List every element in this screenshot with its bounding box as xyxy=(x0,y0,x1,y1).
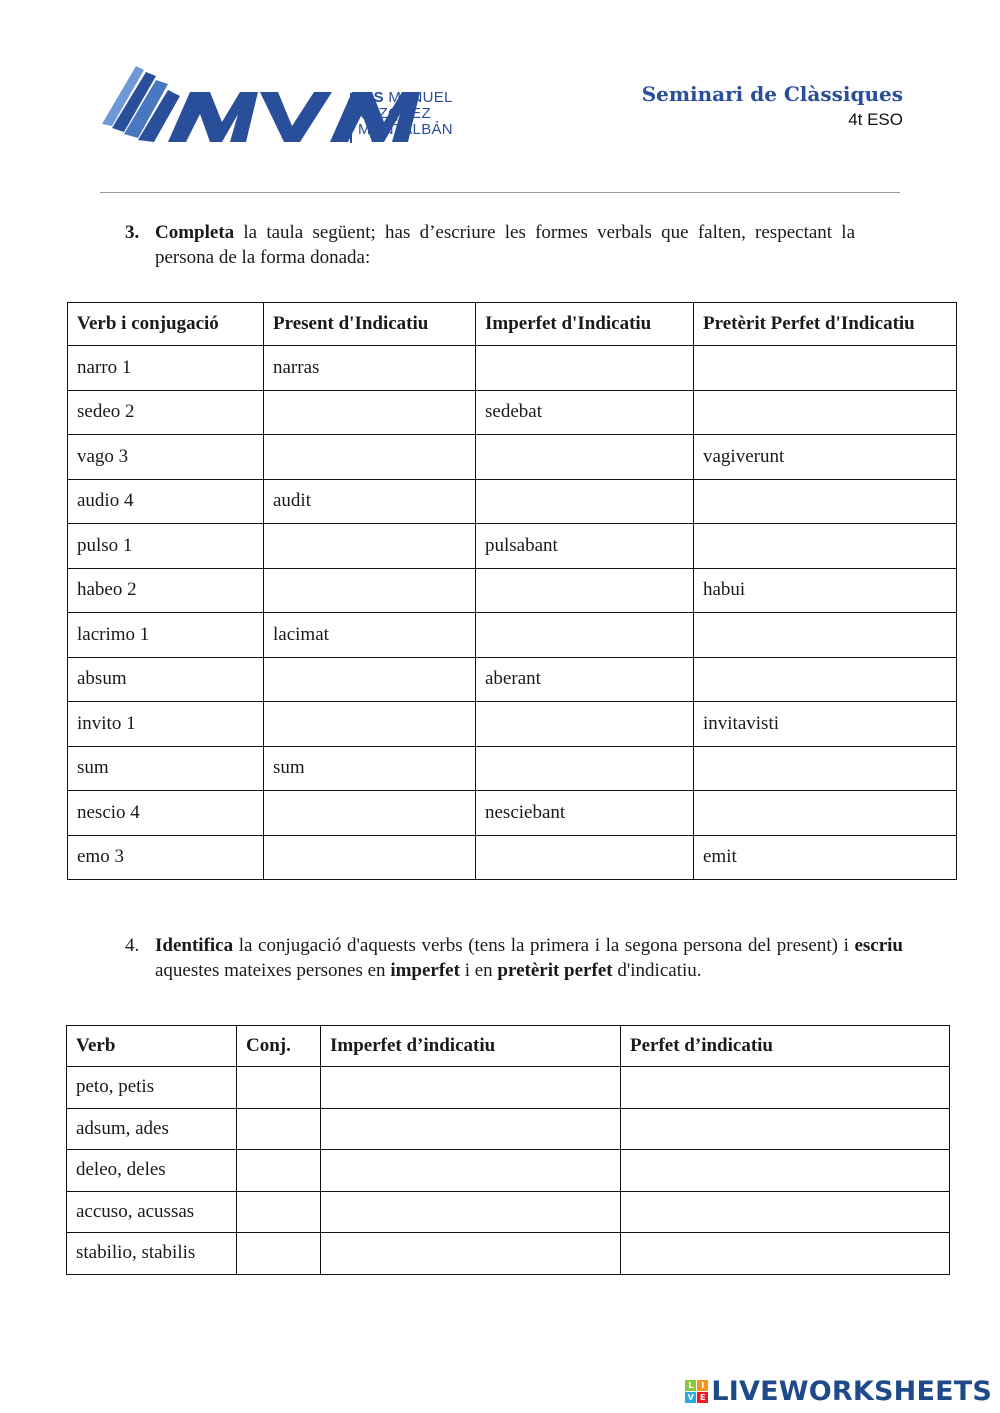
imperfect-indicative-given: nesciebant xyxy=(476,791,694,836)
imperfect-indicative-blank[interactable] xyxy=(476,835,694,880)
present-indicative-blank[interactable] xyxy=(264,791,476,836)
perfect-indicative-blank[interactable] xyxy=(694,613,957,658)
imperfect-indicative-given: pulsabant xyxy=(476,524,694,569)
seminar-title: Seminari de Clàssiques xyxy=(641,82,903,106)
verb-cell: narro 1 xyxy=(68,346,264,391)
table-row xyxy=(68,568,957,613)
perfect-indicative-blank[interactable] xyxy=(694,657,957,702)
instruction-keyword: escriu xyxy=(854,935,903,956)
column-header: Verb xyxy=(67,1026,237,1067)
perfect-indicative-blank[interactable] xyxy=(694,479,957,524)
perfect-indicative-blank[interactable] xyxy=(694,346,957,391)
table-row xyxy=(68,791,957,836)
table-row xyxy=(68,746,957,791)
present-indicative-blank[interactable] xyxy=(264,568,476,613)
course-level: 4t ESO xyxy=(848,110,903,129)
perfect-indicative-blank[interactable] xyxy=(621,1191,950,1233)
imperfect-indicative-blank[interactable] xyxy=(476,346,694,391)
school-line-3: MONTALBÁN xyxy=(358,121,453,138)
conjugation-blank[interactable] xyxy=(237,1233,321,1275)
instruction-text: aquestes mateixes persones en xyxy=(155,960,391,981)
imperfect-indicative-blank[interactable] xyxy=(476,746,694,791)
perfect-indicative-given: emit xyxy=(694,835,957,880)
table-row xyxy=(68,657,957,702)
verb-cell: accuso, acussas xyxy=(67,1191,237,1233)
present-indicative-blank[interactable] xyxy=(264,524,476,569)
table-row xyxy=(68,346,957,391)
verb-cell: deleo, deles xyxy=(67,1150,237,1192)
table-row xyxy=(68,613,957,658)
brand-block: E xyxy=(697,1392,708,1403)
imperfect-indicative-given: sedebat xyxy=(476,390,694,435)
present-indicative-given: lacimat xyxy=(264,613,476,658)
present-indicative-given: sum xyxy=(264,746,476,791)
imperfect-indicative-blank[interactable] xyxy=(476,568,694,613)
brand-block: V xyxy=(685,1392,696,1403)
brand-name: LIVEWORKSHEETS xyxy=(711,1376,992,1407)
verb-cell: lacrimo 1 xyxy=(68,613,264,658)
perfect-indicative-blank[interactable] xyxy=(621,1150,950,1192)
present-indicative-blank[interactable] xyxy=(264,435,476,480)
table-row xyxy=(67,1233,950,1275)
exercise-3-instruction xyxy=(125,220,855,270)
imperfect-indicative-blank[interactable] xyxy=(321,1150,621,1192)
table-row xyxy=(68,435,957,480)
present-indicative-blank[interactable] xyxy=(264,657,476,702)
present-indicative-blank[interactable] xyxy=(264,702,476,747)
verb-cell: vago 3 xyxy=(68,435,264,480)
column-header: Verb i conjugació xyxy=(68,303,264,346)
school-line-2: VÁZQUEZ xyxy=(358,105,431,122)
verb-cell: adsum, ades xyxy=(67,1108,237,1150)
imperfect-indicative-blank[interactable] xyxy=(476,613,694,658)
verb-cell: emo 3 xyxy=(68,835,264,880)
column-header: Imperfet d’indicatiu xyxy=(321,1026,621,1067)
table-row xyxy=(67,1150,950,1192)
exercise-number: 4. xyxy=(125,935,140,956)
instruction-text: la conjugació d'aquests verbs (tens la primera i la segona persona del present) i xyxy=(233,935,855,956)
header-divider xyxy=(100,192,900,193)
perfect-indicative-blank[interactable] xyxy=(694,791,957,836)
verb-cell: absum xyxy=(68,657,264,702)
verb-cell: pulso 1 xyxy=(68,524,264,569)
table-row xyxy=(67,1067,950,1109)
table-row xyxy=(67,1108,950,1150)
conjugation-blank[interactable] xyxy=(237,1191,321,1233)
instruction-keyword: pretèrit perfet xyxy=(497,960,613,981)
column-header: Pretèrit Perfet d'Indicatiu xyxy=(694,303,957,346)
imperfect-indicative-blank[interactable] xyxy=(321,1067,621,1109)
column-header: Imperfet d'Indicatiu xyxy=(476,303,694,346)
brand-block: I xyxy=(697,1380,708,1391)
table-row xyxy=(67,1191,950,1233)
column-header: Perfet d’indicatiu xyxy=(621,1026,950,1067)
present-indicative-given: narras xyxy=(264,346,476,391)
present-indicative-blank[interactable] xyxy=(264,390,476,435)
instruction-text: d'indicatiu. xyxy=(612,960,702,981)
perfect-indicative-blank[interactable] xyxy=(621,1108,950,1150)
table-header-row xyxy=(67,1026,950,1067)
verb-cell: invito 1 xyxy=(68,702,264,747)
verb-cell: stabilio, stabilis xyxy=(67,1233,237,1275)
present-indicative-blank[interactable] xyxy=(264,835,476,880)
verb-forms-table xyxy=(67,302,957,880)
instruction-keyword: Completa xyxy=(155,222,235,243)
instruction-keyword: imperfet xyxy=(390,960,460,981)
verb-cell: nescio 4 xyxy=(68,791,264,836)
verb-cell: sedeo 2 xyxy=(68,390,264,435)
instruction-text: i en xyxy=(459,960,498,981)
table-header-row xyxy=(68,303,957,346)
table-row xyxy=(68,524,957,569)
table-row xyxy=(68,390,957,435)
conjugation-blank[interactable] xyxy=(237,1067,321,1109)
liveworksheets-brand xyxy=(685,1376,992,1407)
verb-cell: habeo 2 xyxy=(68,568,264,613)
school-line-1: INS MANUEL xyxy=(358,89,453,106)
perfect-indicative-blank[interactable] xyxy=(621,1233,950,1275)
perfect-indicative-given: vagiverunt xyxy=(694,435,957,480)
table-row xyxy=(68,479,957,524)
perfect-indicative-blank[interactable] xyxy=(694,390,957,435)
exercise-4-instruction xyxy=(125,933,903,983)
instruction-keyword: Identifica xyxy=(155,935,234,956)
verb-cell: sum xyxy=(68,746,264,791)
imperfect-indicative-blank[interactable] xyxy=(476,435,694,480)
perfect-indicative-blank[interactable] xyxy=(621,1067,950,1109)
imperfect-indicative-given: aberant xyxy=(476,657,694,702)
column-header: Conj. xyxy=(237,1026,321,1067)
conjugation-blank[interactable] xyxy=(237,1150,321,1192)
brand-blocks-icon xyxy=(685,1380,708,1403)
present-indicative-given: audit xyxy=(264,479,476,524)
exercise-number: 3. xyxy=(125,222,140,243)
perfect-indicative-blank[interactable] xyxy=(694,524,957,569)
conjugation-table xyxy=(66,1025,950,1275)
verb-cell: peto, petis xyxy=(67,1067,237,1109)
school-name xyxy=(358,90,453,138)
conjugation-blank[interactable] xyxy=(237,1108,321,1150)
imperfect-indicative-blank[interactable] xyxy=(321,1233,621,1275)
brand-block: L xyxy=(685,1380,696,1391)
table-row xyxy=(68,702,957,747)
imperfect-indicative-blank[interactable] xyxy=(476,702,694,747)
instruction-text: la taula següent; has d’escriure les formes verbals que falten, respectant la persona de la forma donada: xyxy=(155,222,855,268)
verb-cell: audio 4 xyxy=(68,479,264,524)
imperfect-indicative-blank[interactable] xyxy=(321,1108,621,1150)
column-header: Present d'Indicatiu xyxy=(264,303,476,346)
perfect-indicative-blank[interactable] xyxy=(694,746,957,791)
table-row xyxy=(68,835,957,880)
perfect-indicative-given: invitavisti xyxy=(694,702,957,747)
imperfect-indicative-blank[interactable] xyxy=(321,1191,621,1233)
imperfect-indicative-blank[interactable] xyxy=(476,479,694,524)
perfect-indicative-given: habui xyxy=(694,568,957,613)
